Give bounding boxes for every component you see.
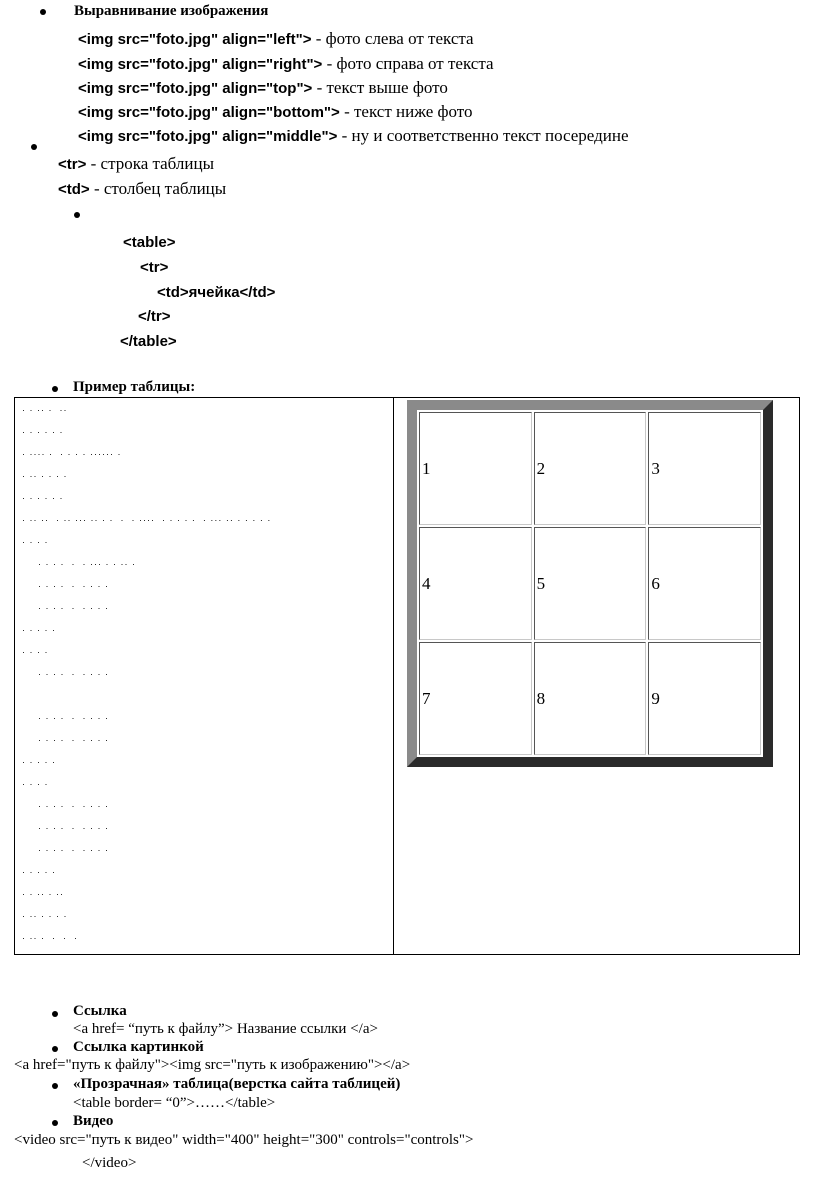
video-close-code: </video> [82, 1155, 137, 1171]
code-line-tr-open: <tr> [140, 259, 169, 276]
faint-code-dots: · · · · · · ··· · · ·· · [38, 559, 136, 569]
code-snippet: <img src="foto.jpg" align="bottom"> [78, 104, 340, 121]
faint-code-dots: · · · · [22, 537, 49, 547]
image-align-line [78, 126, 629, 146]
faint-code-dots: · ·· · · · · [22, 471, 68, 481]
code-snippet: <img src="foto.jpg" align="left"> [78, 31, 312, 48]
faint-code-dots: · ·· · · · · [22, 933, 78, 943]
section-heading-transparent-table: «Прозрачная» таблица(верстка сайта таблицей) [73, 1076, 401, 1092]
bullet [52, 1083, 58, 1089]
bullet [40, 9, 46, 15]
faint-code-dots: · · · · · · · · · [38, 713, 109, 723]
faint-code-dots: · · · · [22, 779, 49, 789]
faint-code-dots: · · · · · · · · · [38, 845, 109, 855]
code-line-table-close: </table> [120, 333, 177, 350]
faint-code-dots: · · · · · · · · · [38, 669, 109, 679]
table-tag-line [58, 179, 226, 199]
faint-code-dots: · · · · · · · · · [38, 581, 109, 591]
demo-cell: 3 [648, 412, 761, 525]
faint-code-dots: · · · · [22, 647, 49, 657]
faint-code-dots: · · · · · [22, 867, 56, 877]
faint-code-dots: · · ·· · ·· [22, 889, 64, 899]
faint-code-dots: · ···· · · · · · ······ · [22, 449, 122, 459]
description: - текст ниже фото [339, 102, 473, 121]
code-line-table-open: <table> [123, 234, 176, 251]
demo-table-frame [407, 400, 773, 767]
faint-code-dots: · · · · · · · · · [38, 823, 109, 833]
code-line-tr-close: </tr> [138, 308, 171, 325]
demo-cell: 7 [419, 642, 532, 755]
description: - фото слева от текста [311, 29, 474, 48]
demo-cell: 4 [419, 527, 532, 640]
section-heading-image-link: Ссылка картинкой [73, 1039, 204, 1055]
description: - столбец таблицы [89, 179, 227, 198]
faint-code-dots: · · · · · · · · · [38, 801, 109, 811]
code-snippet: <tr> [58, 156, 87, 173]
code-snippet: <td> [58, 181, 90, 198]
code-snippet: <img src="foto.jpg" align="right"> [78, 56, 323, 73]
bullet [52, 1120, 58, 1126]
description: - фото справа от текста [322, 54, 494, 73]
demo-cell: 5 [534, 527, 647, 640]
code-snippet: <img src="foto.jpg" align="top"> [78, 80, 313, 97]
link-code: <a href= “путь к файлу”> Название ссылки </a> [73, 1021, 378, 1037]
demo-cell: 6 [648, 527, 761, 640]
section-heading-image-align: Выравнивание изображения [74, 3, 269, 19]
transparent-table-code: <table border= “0”>……</table> [73, 1095, 276, 1111]
faint-code-dots: · · · · · [22, 625, 56, 635]
image-align-line [78, 102, 473, 122]
video-code: <video src="путь к видео" width="400" height="300" controls="controls"> [14, 1132, 474, 1148]
demo-cell: 8 [534, 642, 647, 755]
section-heading-link: Ссылка [73, 1003, 127, 1019]
code-snippet: <img src="foto.jpg" align="middle"> [78, 128, 338, 145]
table-divider [393, 397, 394, 955]
image-align-line [78, 29, 474, 49]
bullet [31, 144, 37, 150]
section-heading-video: Видео [73, 1113, 114, 1129]
faint-code-dots: · ·· ·· · ·· ··· ·· · · · · ···· · · · · · · ··· ·· · · · · · [22, 515, 272, 525]
image-align-line [78, 54, 494, 74]
description: - ну и соответственно текст посередине [337, 126, 629, 145]
image-align-line [78, 78, 448, 98]
bullet [74, 212, 80, 218]
description: - строка таблицы [86, 154, 215, 173]
demo-cell: 9 [648, 642, 761, 755]
faint-code-dots: · · ·· · ·· [22, 405, 68, 415]
faint-code-dots: · · · · · · · · · [38, 735, 109, 745]
faint-code-dots: · ·· · · · · [22, 911, 68, 921]
faint-code-dots: · · · · · · · · · [38, 603, 109, 613]
bullet [52, 1011, 58, 1017]
bullet [52, 1046, 58, 1052]
description: - текст выше фото [312, 78, 448, 97]
bullet [52, 386, 58, 392]
faint-code-dots: · · · · · [22, 757, 56, 767]
demo-table-grid [419, 412, 761, 755]
faint-code-dots: · · · · · · [22, 427, 64, 437]
section-heading-example: Пример таблицы: [73, 379, 196, 395]
code-line-td: <td>ячейка</td> [157, 284, 276, 301]
demo-cell: 1 [419, 412, 532, 525]
table-tag-line [58, 154, 214, 174]
image-link-code: <a href="путь к файлу"><img src="путь к изображению"></a> [14, 1057, 411, 1073]
faint-code-dots: · · · · · · [22, 493, 64, 503]
demo-cell: 2 [534, 412, 647, 525]
